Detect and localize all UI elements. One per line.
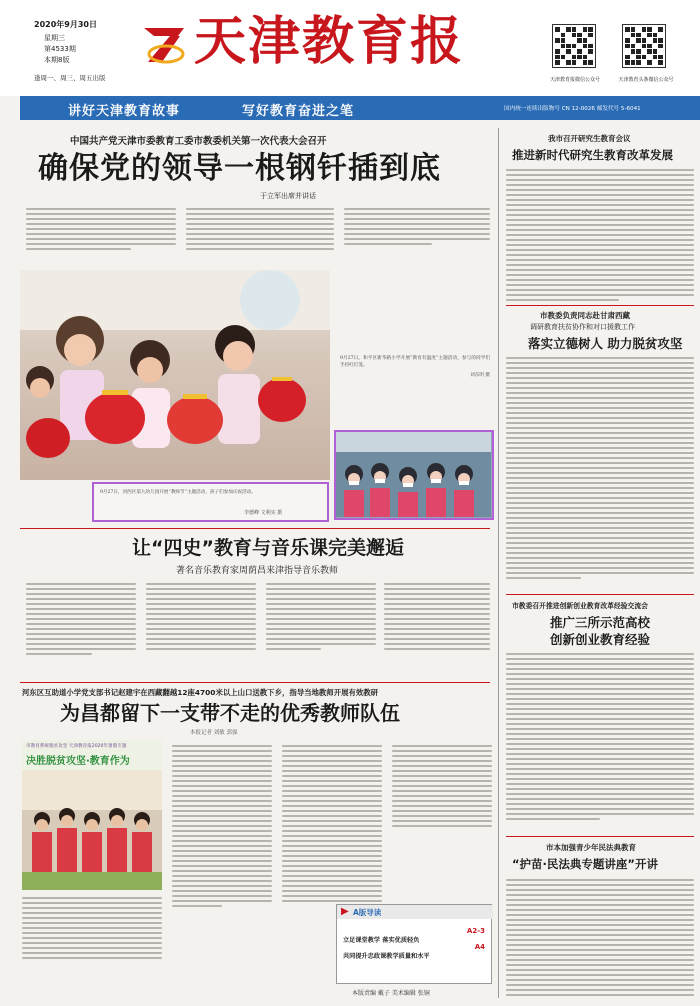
newspaper-logo-icon: [140, 22, 188, 68]
right-s1-body: [506, 166, 694, 302]
guide-title: A版导读: [353, 908, 382, 917]
third-kicker: 河东区互助道小学党支部书记赵建宇在西藏翻越12座4700米以上山口送教下乡，指导当地教师开展有效教研: [22, 688, 379, 697]
right-s3-kicker: 市教委召开推进创新创业教育改革经验交流会: [512, 602, 648, 610]
right-s4-body: [506, 876, 694, 998]
photo-credit-right: 刘东明 摄: [470, 373, 490, 378]
issue-number: 第4533期: [44, 45, 76, 53]
third-body-col-0: [22, 894, 162, 994]
right-s3-headline-1: 推广三所示范高校: [550, 615, 651, 630]
right-s4-kicker: 市本加强青少年民法典教育: [546, 843, 636, 852]
slogan-right: 写好教育奋进之笔: [242, 104, 355, 119]
lead-byline: 于立军出席并讲话: [260, 192, 316, 200]
issue-date: 2020年9月30日: [34, 20, 97, 29]
photo-caption-right-text: 9月27日，和平区新华路小学开展“教育有温度”主题活动，参与的同学们手持红灯笼。: [340, 356, 490, 368]
right-s2-body: [506, 354, 694, 582]
section-divider: [506, 305, 694, 306]
section-divider: [506, 836, 694, 837]
guide-title-bar: [337, 905, 493, 919]
third-body-col-3: [392, 742, 492, 882]
qr-code-icon: [622, 24, 666, 68]
column-divider: [498, 128, 499, 998]
third-body-col-1: [172, 742, 272, 992]
lead-body-col-1: [26, 205, 176, 265]
right-s2-sub: 调研教育扶贫协作和对口援教工作: [530, 323, 635, 331]
right-s1-kicker: 我市召开研究生教育会议: [548, 134, 631, 143]
second-body-col-2: [146, 580, 256, 680]
lead-photo: [20, 270, 330, 480]
newspaper-title: 天津教育报: [194, 11, 465, 72]
photo-caption-box: [92, 482, 329, 522]
third-byline: 本报记者 刘敏 郭强: [190, 730, 238, 736]
right-s4-headline: “护苗·民法典专题讲座”开讲: [512, 857, 658, 871]
lead-headline: 确保党的领导一根钢钎插到底: [38, 151, 441, 186]
right-s2-kicker: 市教委负责同志赴甘肃西藏: [540, 311, 630, 320]
guide-item-text: 共同提升忠政课教学质量和水平: [343, 953, 430, 960]
guide-item-text: 立足课堂教学 落实优质轻负: [343, 937, 420, 944]
lead-body-col-2: [186, 205, 334, 265]
qr-right-caption: 天津教育头条微信公众号: [618, 77, 674, 83]
masthead: [0, 0, 700, 96]
section-divider: [506, 594, 694, 595]
guide-box: [336, 904, 492, 984]
guide-item-page: A2-3: [466, 927, 485, 935]
right-s3-body: [506, 650, 694, 826]
right-s3-headline-2: 创新创业教育经验: [550, 632, 651, 647]
serial-number: 国内统一连续出版物号 CN 12-0026 邮发代号 5-6041: [504, 106, 641, 112]
photo-caption-main: 9月27日，河西区第九幼儿园开展“教师节”主题活动，孩子们参加庆祝活动。: [100, 490, 256, 495]
slogan-left: 讲好天津教育故事: [68, 104, 181, 119]
second-body-col-1: [26, 580, 136, 680]
third-headline: 为昌都留下一支带不走的优秀教师队伍: [60, 701, 400, 725]
page-footer: 本版责编 戴子 美术编辑 张铜: [352, 990, 430, 997]
section-divider: [20, 682, 490, 683]
poverty-banner-photo: [22, 740, 162, 890]
banner-top-text: 市教育系统脱贫攻坚 天津教育报2020年暑假专题: [26, 744, 127, 749]
issue-weekday: 星期三: [44, 34, 65, 42]
issue-pages: 本期8版: [44, 56, 70, 64]
qr-left-caption: 天津教育报微信公众号: [549, 77, 600, 83]
lead-body-col-3: [344, 205, 490, 265]
second-subhead: 著名音乐教育家周荫昌来津指导音乐教师: [176, 566, 339, 576]
right-s2-headline: 落实立德树人 助力脱贫攻坚: [528, 336, 683, 351]
guide-item[interactable]: [343, 943, 489, 962]
issue-schedule: 逢周一、周三、周五出版: [34, 74, 106, 82]
slogan-bar: [20, 96, 700, 120]
qr-code-icon: [552, 24, 596, 68]
photo-caption-right: [340, 355, 490, 415]
guide-item-page: A4: [474, 943, 485, 951]
second-body-col-4: [384, 580, 490, 680]
lead-kicker: 中国共产党天津市委教育工委市教委机关第一次代表大会召开: [70, 136, 327, 147]
second-headline: 让“四史”教育与音乐课完美邂逅: [132, 537, 404, 559]
banner-title: 决胜脱贫攻坚·教育作为: [26, 756, 130, 767]
guide-bookmark-icon: ▶: [341, 906, 349, 917]
secondary-photo: [334, 430, 494, 520]
right-s1-headline: 推进新时代研究生教育改革发展: [512, 148, 673, 162]
second-body-col-3: [266, 580, 376, 680]
section-divider: [20, 528, 490, 529]
photo-credit-main: 李德峰 文利实 摄: [244, 510, 283, 516]
